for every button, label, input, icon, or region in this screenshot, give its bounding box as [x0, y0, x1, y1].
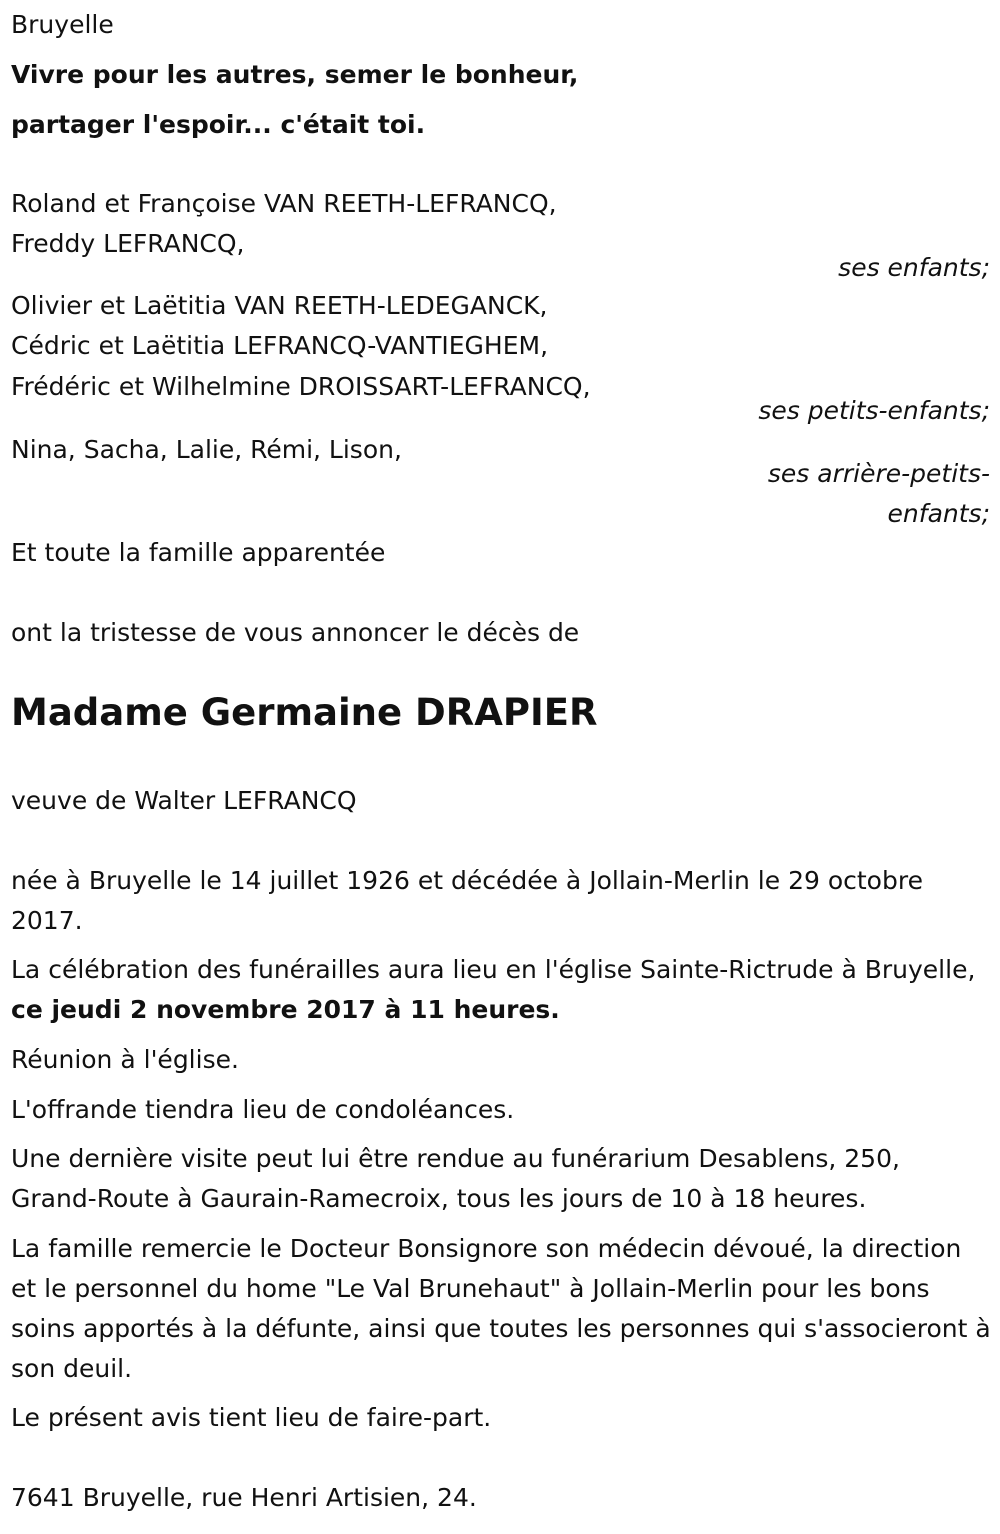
quote-line-2: partager l'espoir... c'était toi.: [11, 110, 426, 139]
children-role: ses enfants;: [838, 253, 990, 282]
birth-death-paragraph: née à Bruyelle le 14 juillet 1926 et décédée à Jollain-Merlin le 29 octobre 2017.: [11, 866, 923, 935]
great-grandchildren-role-line-2: enfants;: [887, 499, 990, 528]
grandchild-name-1: Olivier et Laëtitia VAN REETH-LEDEGANCK,: [11, 291, 548, 320]
grandchildren-role: ses petits-enfants;: [758, 396, 990, 425]
funeral-paragraph: [11, 950, 991, 1030]
visit-paragraph: Une dernière visite peut lui être rendue au funérarium Desablens, 250, Grand-Route à Gaurain-Ramecroix, tous les jours de 10 à 18 heures.: [11, 1144, 900, 1213]
address-line: 7641 Bruyelle, rue Henri Artisien, 24.: [11, 1483, 477, 1512]
meeting-line: Réunion à l'église.: [11, 1045, 239, 1074]
announcement-line: ont la tristesse de vous annoncer le décès de: [11, 618, 580, 647]
notice-line: Le présent avis tient lieu de faire-part.: [11, 1403, 492, 1432]
deceased-name: Madame Germaine DRAPIER: [11, 691, 598, 734]
offering-line: L'offrande tiendra lieu de condoléances.: [11, 1095, 515, 1124]
great-grandchildren-names: Nina, Sacha, Lalie, Rémi, Lison,: [11, 435, 402, 464]
quote-line-1: Vivre pour les autres, semer le bonheur,: [11, 60, 579, 89]
widow-line: veuve de Walter LEFRANCQ: [11, 786, 357, 815]
funeral-text: La célébration des funérailles aura lieu en l'église Sainte-Rictrude à Bruyelle,: [11, 955, 976, 984]
funeral-date: ce jeudi 2 novembre 2017 à 11 heures.: [11, 995, 560, 1024]
town-heading: Bruyelle: [11, 10, 114, 39]
grandchild-name-2: Cédric et Laëtitia LEFRANCQ-VANTIEGHEM,: [11, 331, 549, 360]
child-name-2: Freddy LEFRANCQ,: [11, 229, 245, 258]
family-line: Et toute la famille apparentée: [11, 538, 386, 567]
child-name-1: Roland et Françoise VAN REETH-LEFRANCQ,: [11, 189, 557, 218]
great-grandchildren-role-line-1: ses arrière-petits-: [767, 459, 990, 488]
thanks-paragraph: La famille remercie le Docteur Bonsignore son médecin dévoué, la direction et le personnel du home "Le Val Brunehaut" à Jollain-Merlin pour les bons soins apportés à la défunte, ainsi que toutes les personnes qui s'associeront à son deuil.: [11, 1234, 991, 1383]
grandchild-name-3: Frédéric et Wilhelmine DROISSART-LEFRANCQ,: [11, 372, 591, 401]
